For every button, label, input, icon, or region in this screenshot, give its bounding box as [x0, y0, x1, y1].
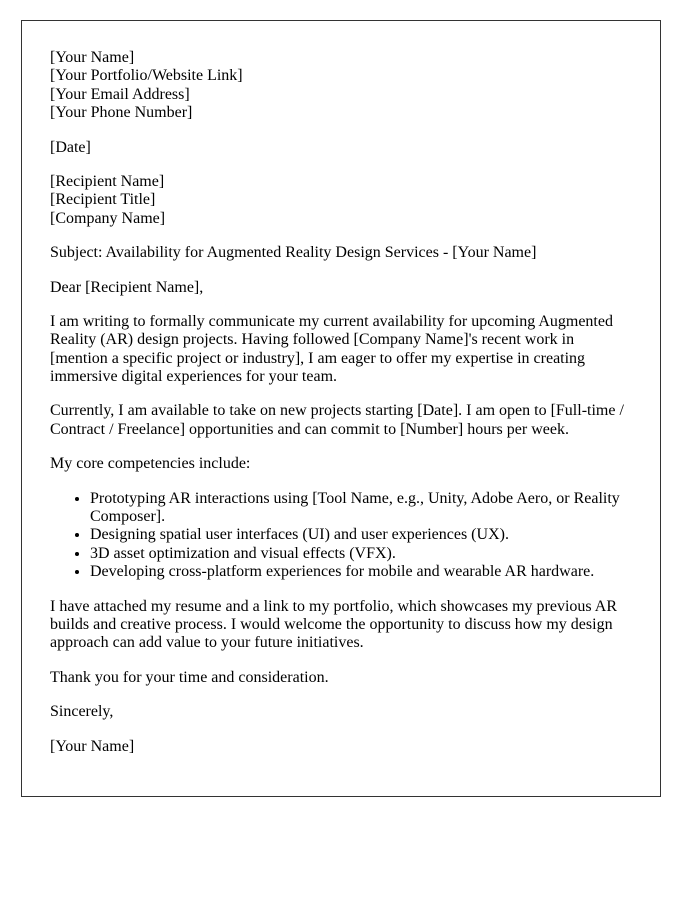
competency-item: • 3D asset optimization and visual effects (VFX). [90, 545, 632, 563]
sender-email: [Your Email Address] [50, 85, 190, 103]
competency-item: • Prototyping AR interactions using [Tool Name, e.g., Unity, Adobe Aero, or Reality Composer]. [90, 490, 632, 527]
recipient-name: [Recipient Name] [50, 172, 165, 190]
recipient-block [50, 173, 632, 228]
subject-line: Subject: Availability for Augmented Reality Design Services - [Your Name] [50, 244, 537, 262]
paragraph-intro: I am writing to formally communicate my current availability for upcoming Augmented Reality (AR) design projects. Having followed [Company Name]'s recent work in [mention a specific project or industry], I am eager to offer my expertise in creating immersive digital experiences for your team. [50, 312, 613, 386]
competencies-intro: My core competencies include: [50, 455, 251, 473]
thanks-line: Thank you for your time and consideration. [50, 668, 329, 686]
recipient-company: [Company Name] [50, 209, 166, 227]
sender-block [50, 49, 632, 123]
recipient-title: [Recipient Title] [50, 191, 156, 209]
sender-name: [Your Name] [50, 49, 135, 66]
competency-item: • Designing spatial user interfaces (UI) and user experiences (UX). [90, 526, 632, 544]
salutation: Dear [Recipient Name], [50, 278, 204, 296]
letter-document [21, 20, 661, 797]
signature: [Your Name] [50, 737, 135, 755]
competencies-list [50, 490, 632, 582]
signoff: Sincerely, [50, 703, 114, 721]
competency-item: • Developing cross-platform experiences for mobile and wearable AR hardware. [90, 563, 632, 581]
paragraph-closing: I have attached my resume and a link to my portfolio, which showcases my previous AR builds and creative process. I would welcome the opportunity to discuss how my design approach can add value to your future initiatives. [50, 597, 617, 652]
date-line: [Date] [50, 138, 91, 156]
sender-phone: [Your Phone Number] [50, 104, 193, 122]
sender-portfolio-link: [Your Portfolio/Website Link] [50, 67, 243, 85]
paragraph-availability: Currently, I am available to take on new projects starting [Date]. I am open to [Full-time / Contract / Freelance] opportunities and can commit to [Number] hours per week. [50, 402, 624, 438]
